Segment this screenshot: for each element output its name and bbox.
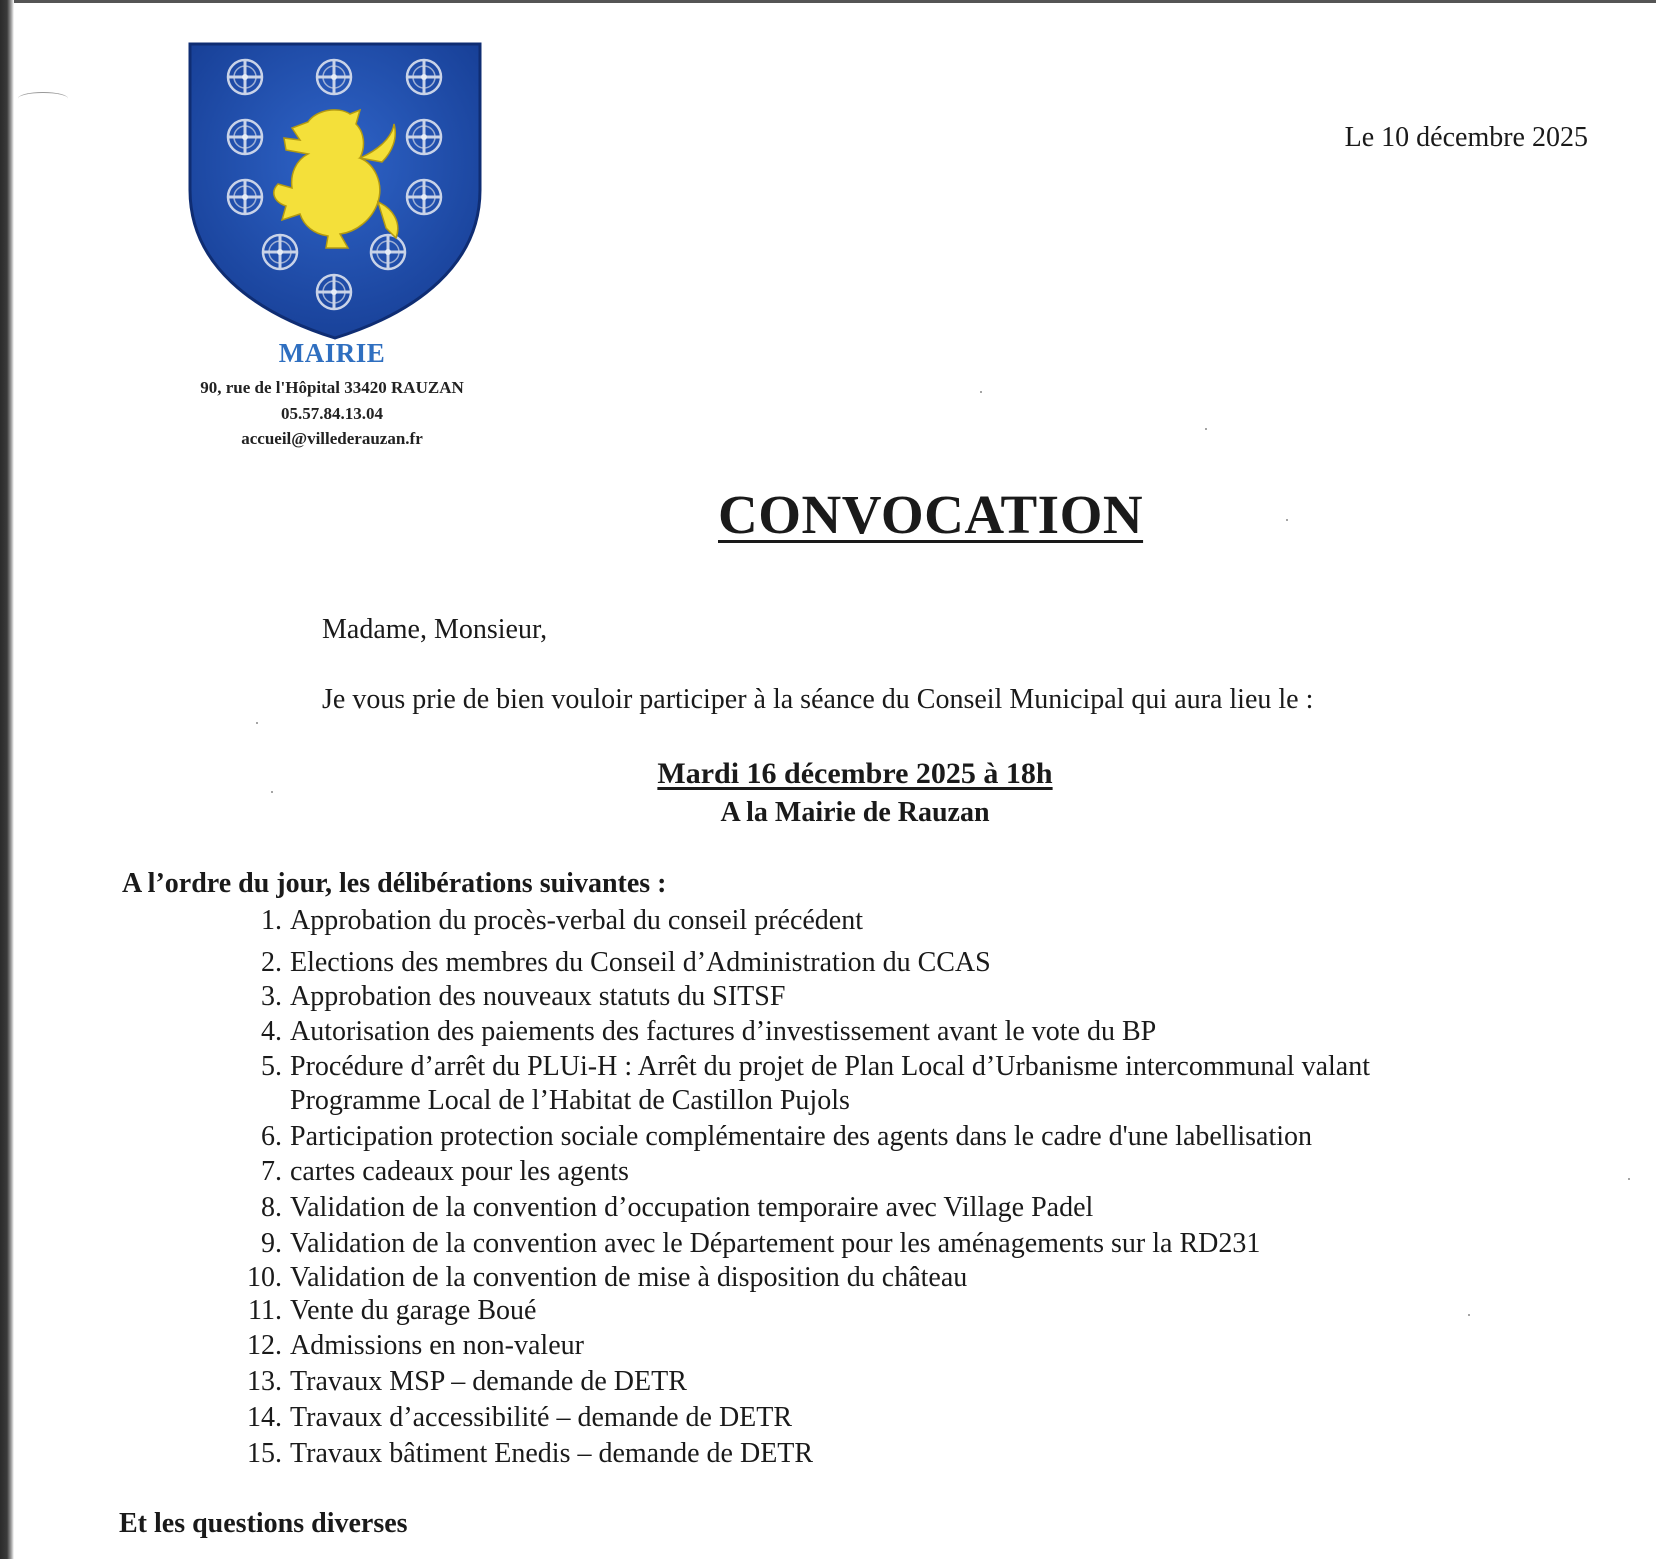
meeting-date: Mardi 16 décembre 2025 à 18h — [657, 757, 1053, 790]
agenda-item-text: Travaux MSP – demande de DETR — [290, 1366, 687, 1397]
agenda-item-number: 2. — [261, 947, 282, 978]
agenda-item-text: Elections des membres du Conseil d’Administration du CCAS — [290, 947, 991, 978]
agenda-item-number: 14. — [247, 1402, 282, 1433]
agenda-item-number: 8. — [261, 1192, 282, 1223]
agenda-item-number: 13. — [247, 1366, 282, 1397]
agenda-item-text: Programme Local de l’Habitat de Castillon Pujols — [290, 1085, 850, 1116]
mairie-address: 90, rue de l'Hôpital 33420 RAUZAN — [200, 378, 464, 397]
agenda-item-text: Travaux d’accessibilité – demande de DETR — [290, 1402, 793, 1433]
agenda-item-number: 7. — [261, 1156, 282, 1187]
salutation: Madame, Monsieur, — [322, 614, 548, 645]
agenda-item-text: Vente du garage Boué — [290, 1295, 537, 1326]
mairie-title: MAIRIE — [278, 338, 386, 368]
scan-speck — [1468, 1314, 1470, 1316]
document-title: CONVOCATION — [718, 484, 1144, 545]
agenda-item-text: Validation de la convention avec le Département pour les aménagements sur la RD231 — [290, 1228, 1261, 1259]
scan-speck — [1628, 1178, 1630, 1180]
closing-line: Et les questions diverses — [119, 1508, 408, 1539]
agenda-item-number: 15. — [247, 1438, 282, 1469]
agenda-item-number: 5. — [261, 1051, 282, 1082]
agenda-item-text: Procédure d’arrêt du PLUi-H : Arrêt du projet de Plan Local d’Urbanisme intercommunal valant — [290, 1051, 1370, 1082]
scan-speck — [256, 722, 258, 724]
agenda-item-text: Approbation du procès-verbal du conseil précédent — [290, 905, 864, 936]
coat-of-arms-icon — [188, 42, 483, 340]
agenda-item-text: Autorisation des paiements des factures d’investissement avant le vote du BP — [290, 1016, 1157, 1047]
agenda-item-number: 1. — [261, 905, 282, 936]
agenda-item-number: 12. — [247, 1330, 282, 1361]
agenda-item-text: Admissions en non-valeur — [290, 1330, 584, 1361]
agenda-item-number: 4. — [261, 1016, 282, 1047]
intro-paragraph: Je vous prie de bien vouloir participer à la séance du Conseil Municipal qui aura lieu le : — [322, 684, 1314, 715]
agenda-heading: A l’ordre du jour, les délibérations suivantes : — [122, 868, 667, 899]
scan-speck — [271, 791, 273, 793]
scan-mark — [18, 92, 68, 105]
agenda-item-number: 6. — [261, 1121, 282, 1152]
meeting-place: A la Mairie de Rauzan — [720, 797, 990, 828]
agenda-item-number: 3. — [261, 981, 282, 1012]
agenda-item-text: Validation de la convention de mise à disposition du château — [290, 1262, 968, 1293]
agenda-item-number: 10. — [247, 1262, 282, 1293]
agenda-item-text: cartes cadeaux pour les agents — [290, 1156, 629, 1187]
agenda-item-text: Validation de la convention d’occupation temporaire avec Village Padel — [290, 1192, 1094, 1223]
agenda-item-text: Participation protection sociale complémentaire des agents dans le cadre d'une labellisation — [290, 1121, 1313, 1152]
scan-speck — [1205, 428, 1207, 430]
agenda-item-text: Travaux bâtiment Enedis – demande de DETR — [290, 1438, 814, 1469]
scan-edge-left — [0, 0, 14, 1559]
scan-edge-top — [0, 0, 1656, 3]
mairie-phone: 05.57.84.13.04 — [281, 404, 383, 423]
agenda-item-number: 9. — [261, 1228, 282, 1259]
scan-speck — [980, 391, 982, 393]
agenda-item-text: Approbation des nouveaux statuts du SITSF — [290, 981, 786, 1012]
letter-date: Le 10 décembre 2025 — [1344, 122, 1588, 153]
scan-speck — [1286, 519, 1288, 521]
agenda-item-number: 11. — [248, 1295, 282, 1326]
mairie-email: accueil@villederauzan.fr — [241, 429, 423, 448]
